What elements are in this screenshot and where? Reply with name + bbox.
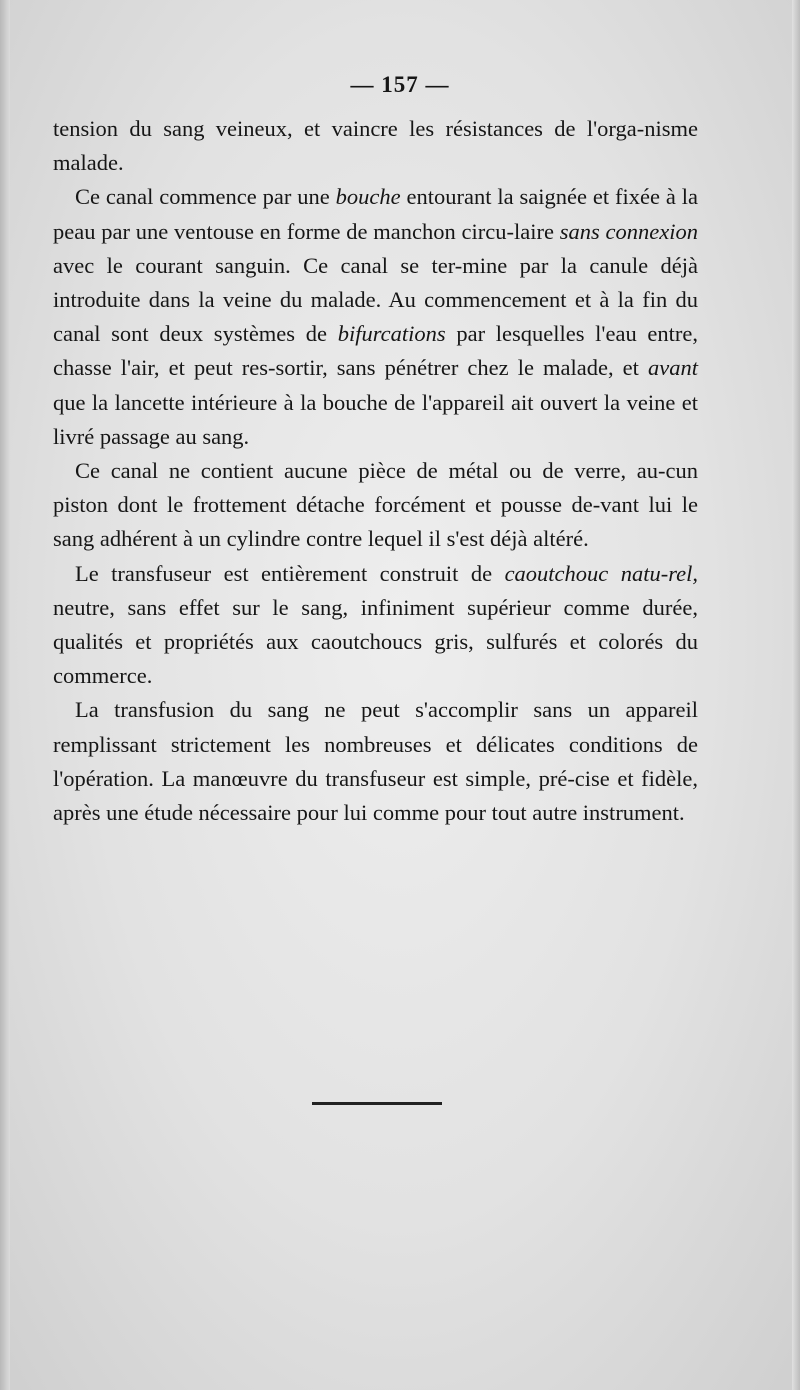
italic-text: sans connexion [559, 218, 698, 244]
paragraph [53, 180, 698, 454]
italic-text: bifurcations [337, 321, 446, 347]
text-segment: Ce canal commence par une [75, 184, 336, 210]
italic-text: avant [648, 355, 698, 381]
paragraph [53, 557, 698, 694]
text-segment: que la lancette intérieure à la bouche de l'appareil ait ouvert la veine et livré passage au sang. [53, 389, 698, 449]
page-number: — 157 — [350, 72, 450, 97]
page-left-edge-shadow [0, 0, 10, 1390]
end-rule [312, 1102, 442, 1105]
paragraph [53, 454, 698, 557]
paragraph [53, 112, 698, 180]
text-segment: entourant la saignée et fixée à la peau par une ventouse en forme de manchon circu-laire [53, 184, 699, 244]
body-text [53, 112, 698, 830]
text-segment: Le transfuseur est entièrement construit de [75, 560, 505, 586]
italic-text: bouche [335, 184, 401, 210]
italic-text: caoutchouc natu-rel, [504, 560, 698, 586]
text-segment: tension du sang veineux, et vaincre les résistances de l'orga-nisme malade. [53, 116, 698, 176]
page-right-edge-shadow [792, 0, 800, 1390]
text-segment: La transfusion du sang ne peut s'accomplir sans un appareil remplissant strictement les nombreuses et délicates conditions de l'opération. La manœuvre du transfuseur est simple, pré-cise et fidèle, après une étude nécessaire pour lui comme pour tout autre instrument. [53, 697, 698, 826]
text-segment: Ce canal ne contient aucune pièce de métal ou de verre, au-cun piston dont le frottement détache forcément et pousse de-vant lui le sang adhérent à un cylindre contre lequel il s'est déjà altéré. [53, 458, 698, 552]
text-segment: par lesquelles l'eau entre, chasse l'air, et peut res-sortir, sans pénétrer chez le malade, et [53, 321, 699, 381]
text-segment: neutre, sans effet sur le sang, infiniment supérieur comme durée, qualités et propriétés aux caoutchoucs gris, sulfurés et colorés du commerce. [53, 594, 698, 689]
paragraph [53, 693, 698, 830]
text-segment: avec le courant sanguin. Ce canal se ter-mine par la canule déjà introduite dans la veine du malade. Au commencement et à la fin du canal sont deux systèmes de [53, 252, 698, 347]
